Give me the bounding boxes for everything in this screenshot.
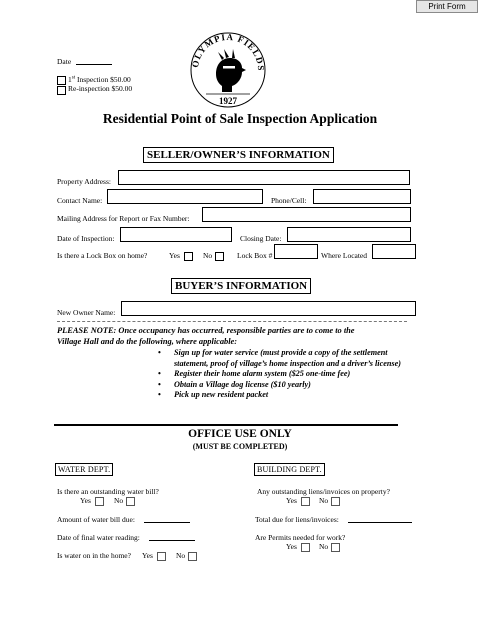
water-on-question: Is water on in the home?	[57, 551, 131, 560]
permits-no-label: No	[319, 542, 329, 551]
seal-top-text: OLYMPIA FIELDS	[189, 31, 267, 72]
buyer-section-heading: BUYER’S INFORMATION	[171, 278, 311, 294]
water-dept-label: WATER DEPT.	[55, 463, 113, 476]
reinspection-checkbox[interactable]	[57, 86, 66, 95]
where-located-label: Where Located	[321, 251, 368, 260]
liens-yes-checkbox[interactable]	[301, 497, 310, 506]
lock-box-number-input[interactable]	[274, 244, 318, 259]
new-owner-label: New Owner Name:	[57, 308, 116, 317]
final-reading-label: Date of final water reading:	[57, 533, 140, 542]
date-of-inspection-label: Date of Inspection:	[57, 234, 115, 243]
mailing-address-input[interactable]	[202, 207, 411, 222]
permits-no-checkbox[interactable]	[331, 543, 340, 552]
water-bill-yes-checkbox[interactable]	[95, 497, 104, 506]
please-note-line2: Village Hall and do the following, where applicable:	[57, 337, 238, 346]
lock-box-no-checkbox[interactable]	[215, 252, 224, 261]
date-label: Date	[57, 57, 72, 66]
instructions-list	[158, 348, 418, 401]
instruction-item: • Pick up new resident packet	[158, 390, 418, 401]
amount-water-bill-label: Amount of water bill due:	[57, 515, 135, 524]
first-inspection-checkbox[interactable]	[57, 76, 66, 85]
water-on-no-checkbox[interactable]	[188, 552, 197, 561]
reinspection-label: Re-inspection $50.00	[68, 84, 133, 93]
first-inspection-number: 1	[68, 75, 72, 84]
office-use-subheading: (MUST BE COMPLETED)	[192, 442, 288, 451]
closing-date-label: Closing Date:	[240, 234, 282, 243]
office-use-heading: OFFICE USE ONLY	[188, 428, 292, 440]
closing-date-input[interactable]	[287, 227, 411, 242]
liens-no-checkbox[interactable]	[331, 497, 340, 506]
where-located-input[interactable]	[372, 244, 416, 259]
seal-year: 1927	[219, 96, 237, 106]
first-inspection-sup: st	[71, 75, 76, 81]
first-inspection-text: Inspection $50.00	[75, 75, 131, 84]
permits-needed-question: Are Permits needed for work?	[255, 533, 346, 542]
dashed-divider	[57, 321, 407, 322]
water-bill-yes-label: Yes	[80, 496, 91, 505]
please-note-line1: PLEASE NOTE: Once occupancy has occurred, responsible parties are to come to the	[57, 326, 355, 335]
lock-box-number-label: Lock Box #	[237, 251, 273, 260]
date-of-inspection-input[interactable]	[120, 227, 232, 242]
instruction-item: • Obtain a Village dog license ($10 yearly)	[158, 380, 418, 391]
water-on-no-label: No	[176, 551, 186, 560]
total-liens-label: Total due for liens/invoices:	[255, 515, 339, 524]
water-bill-no-checkbox[interactable]	[126, 497, 135, 506]
contact-name-input[interactable]	[107, 189, 263, 204]
contact-name-label: Contact Name:	[57, 196, 103, 205]
office-section-rule	[54, 424, 398, 426]
final-reading-line[interactable]	[149, 533, 195, 541]
liens-no-label: No	[319, 496, 329, 505]
water-on-yes-label: Yes	[142, 551, 153, 560]
property-address-label: Property Address:	[57, 177, 111, 186]
date-line[interactable]	[76, 57, 112, 65]
instruction-item: • Register their home alarm system ($25 one-time fee)	[158, 369, 418, 380]
lock-box-yes-checkbox[interactable]	[184, 252, 193, 261]
new-owner-input[interactable]	[121, 301, 416, 316]
building-dept-label: BUILDING DEPT.	[254, 463, 325, 476]
seller-section-heading: SELLER/OWNER’S INFORMATION	[143, 147, 334, 163]
outstanding-liens-question: Any outstanding liens/invoices on property?	[257, 487, 390, 496]
village-seal-logo	[186, 30, 270, 110]
first-inspection-label	[68, 75, 131, 84]
permits-yes-label: Yes	[286, 542, 297, 551]
form-title: Residential Point of Sale Inspection Application	[102, 111, 378, 126]
phone-cell-input[interactable]	[313, 189, 411, 204]
water-bill-no-label: No	[114, 496, 124, 505]
phone-cell-label: Phone/Cell:	[271, 196, 307, 205]
liens-yes-label: Yes	[286, 496, 297, 505]
lock-box-yes-label: Yes	[169, 251, 180, 260]
instruction-item: • Sign up for water service (must provide a copy of the settlement statement, proof of village’s home inspection and a driver’s license)	[158, 348, 418, 369]
mailing-address-label: Mailing Address for Report or Fax Number:	[57, 214, 190, 223]
lock-box-question: Is there a Lock Box on home?	[57, 251, 148, 260]
total-liens-line[interactable]	[348, 515, 412, 523]
permits-yes-checkbox[interactable]	[301, 543, 310, 552]
print-form-button[interactable]: Print Form	[416, 0, 478, 13]
amount-water-bill-line[interactable]	[144, 515, 190, 523]
outstanding-water-question: Is there an outstanding water bill?	[57, 487, 159, 496]
water-on-yes-checkbox[interactable]	[157, 552, 166, 561]
property-address-input[interactable]	[118, 170, 410, 185]
lock-box-no-label: No	[203, 251, 213, 260]
